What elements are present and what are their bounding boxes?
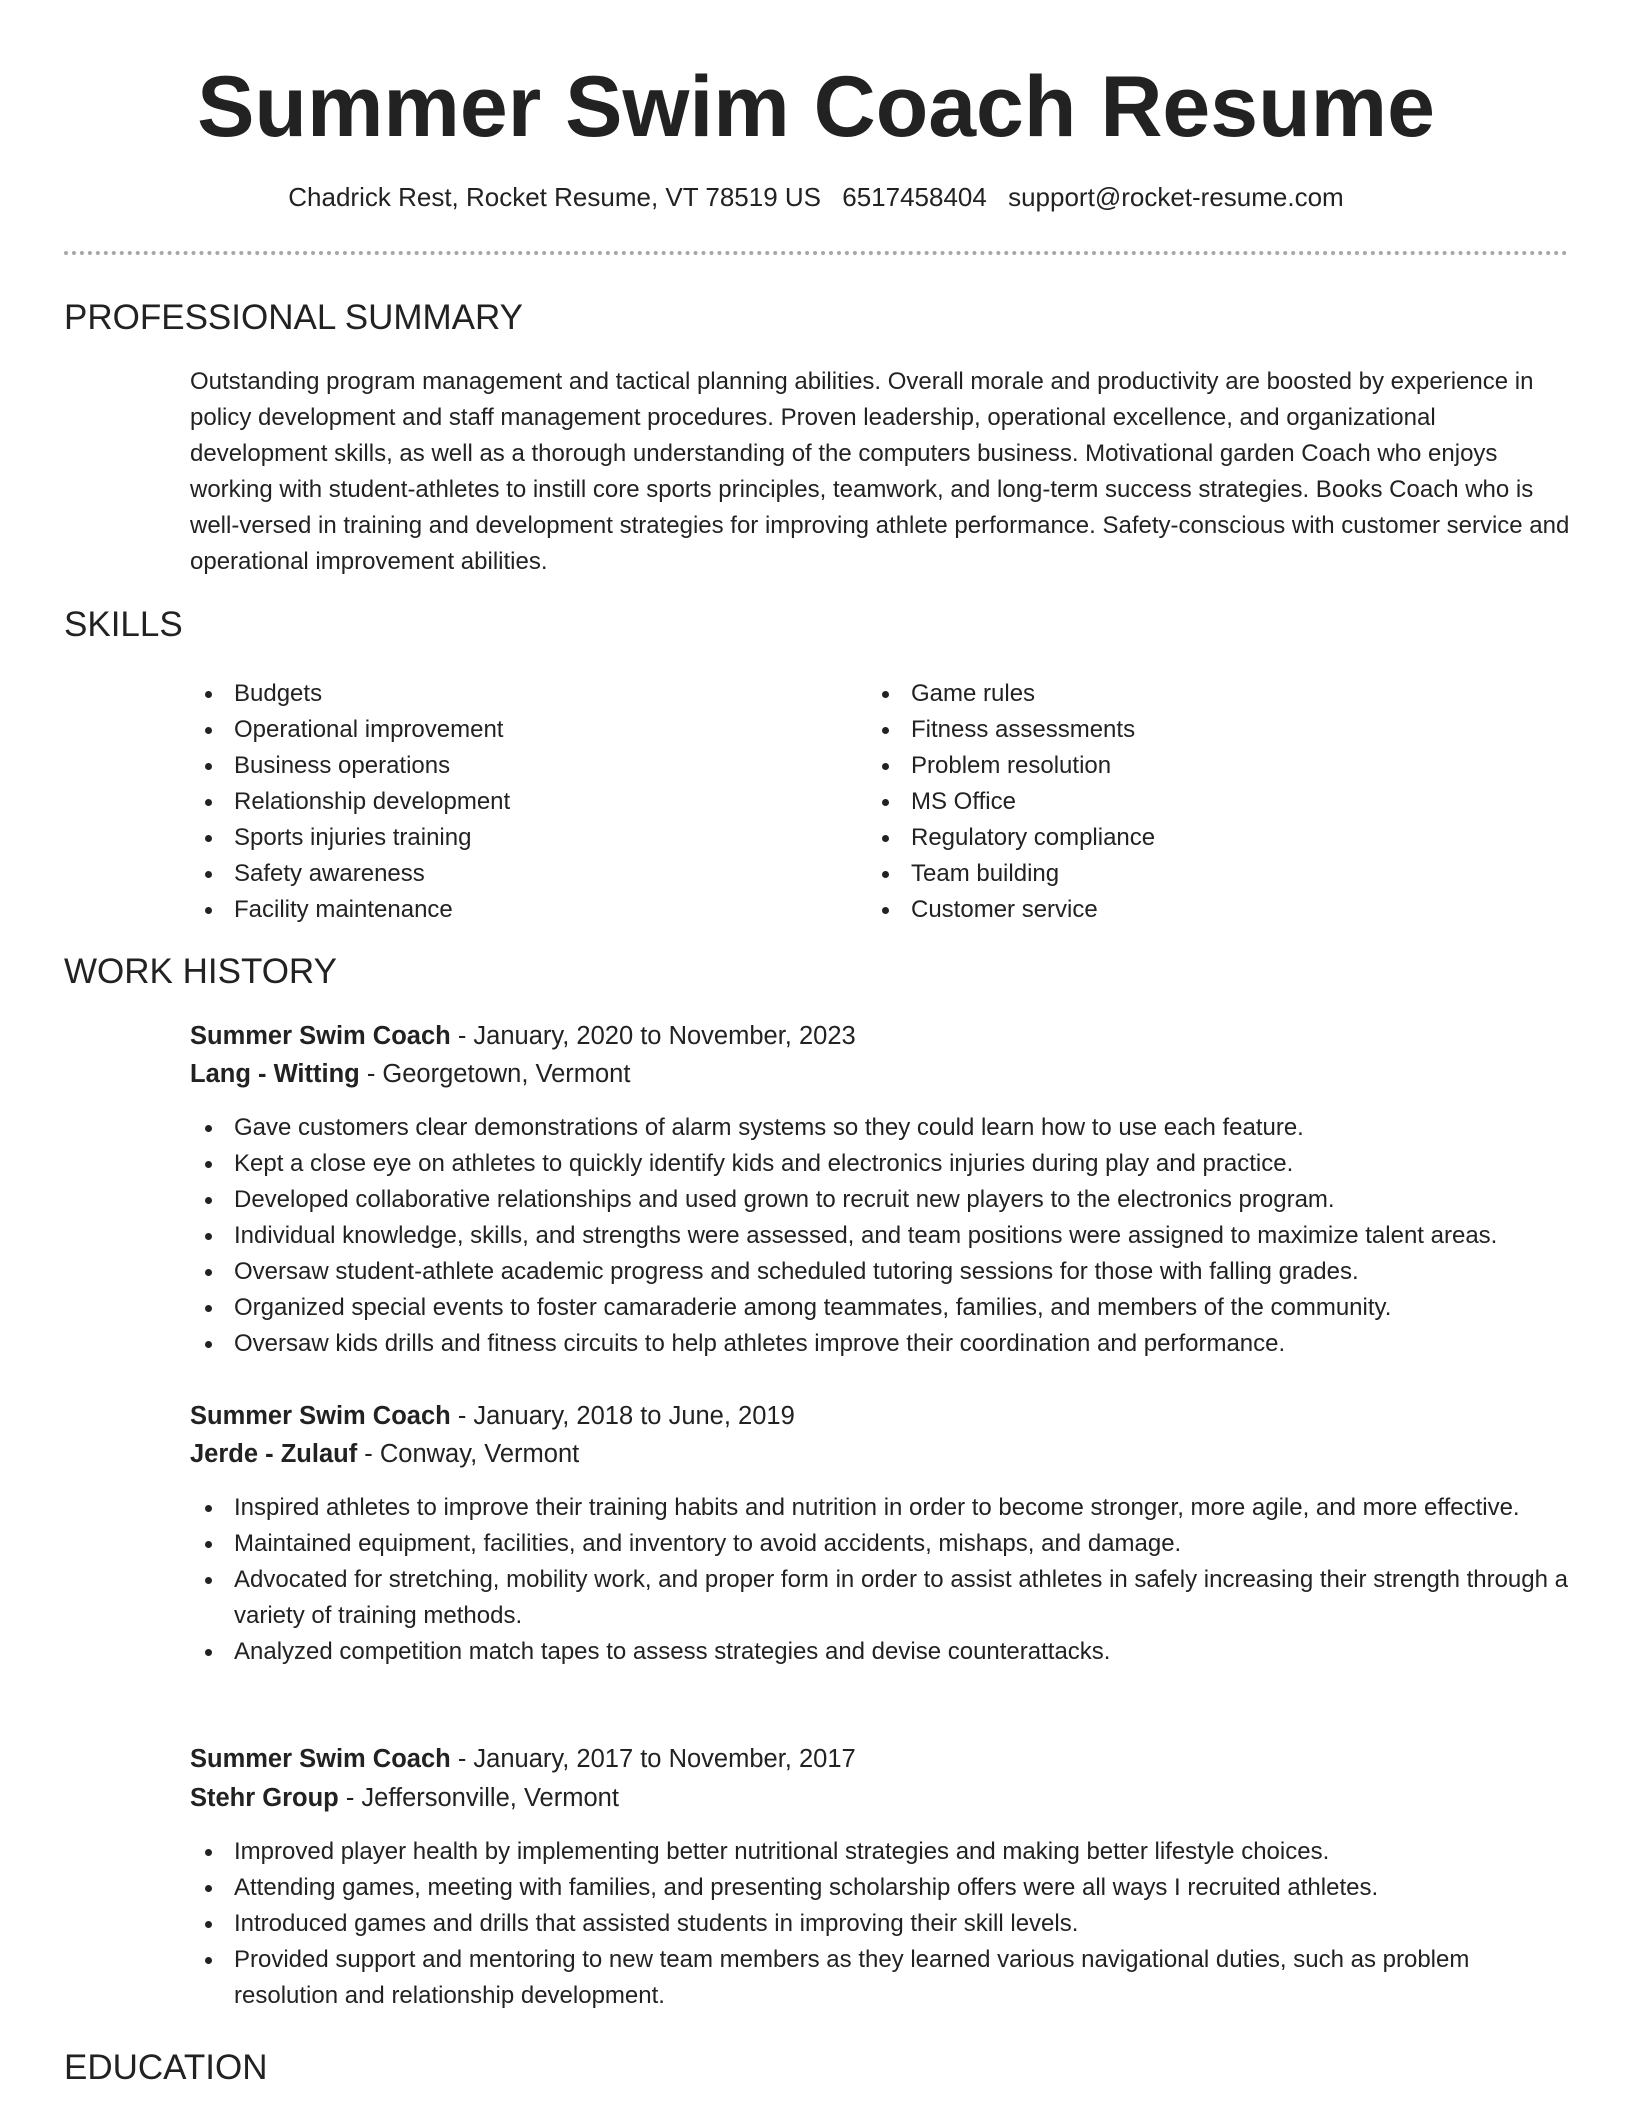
section-heading-summary: PROFESSIONAL SUMMARY [64,298,523,337]
job-title-line [190,1740,856,1779]
job-bullet: Oversaw kids drills and fitness circuits to help athletes improve their coordination and performance. [190,1326,1570,1362]
skill-item: Business operations [190,748,870,784]
skill-item: Budgets [190,676,870,712]
contact-phone: 6517458404 [842,182,987,212]
skill-item: Operational improvement [190,712,870,748]
summary-text: Outstanding program management and tactical planning abilities. Overall morale and productivity are boosted by experience in policy development and staff management procedures. Proven leadership, operational excellence, and organizational development skills, as well as a thorough understanding of the computers business. Motivational garden Coach who enjoys working with student-athletes to instill core sports principles, teamwork, and long-term success strategies. Books Coach who is well-versed in training and development strategies for improving athlete performance. Safety-conscious with customer service and operational improvement abilities. [190,368,1570,575]
contact-address: Chadrick Rest, Rocket Resume, VT 78519 US [288,182,822,212]
job-bullet: Gave customers clear demonstrations of alarm systems so they could learn how to use each feature. [190,1110,1570,1146]
job-location: - Georgetown, Vermont [359,1060,631,1088]
skill-item: Regulatory compliance [867,820,1547,856]
skill-item: Sports injuries training [190,820,870,856]
job-company: Lang - Witting [190,1060,360,1088]
skill-item: Relationship development [190,784,870,820]
job-company: Jerde - Zulauf [190,1440,358,1468]
job-title-line [190,1017,856,1056]
job-title: Summer Swim Coach [190,1745,451,1773]
job-bullet: Attending games, meeting with families, and presenting scholarship offers were all ways I recruited athletes. [190,1870,1570,1906]
job-bullet: Inspired athletes to improve their training habits and nutrition in order to become stronger, more agile, and more effective. [190,1490,1570,1526]
job-bullet: Advocated for stretching, mobility work, and proper form in order to assist athletes in safely increasing their strength through a variety of training methods. [190,1562,1570,1634]
job-company-line [190,1435,579,1474]
job-bullet: Individual knowledge, skills, and strengths were assessed, and team positions were assigned to maximize talent areas. [190,1218,1570,1254]
contact-line [0,182,1632,213]
job-bullet: Oversaw student-athlete academic progress and scheduled tutoring sessions for those with falling grades. [190,1254,1570,1290]
skill-item: Customer service [867,892,1547,928]
job-bullets [190,1834,1570,2014]
skill-item: Problem resolution [867,748,1547,784]
job-bullet: Maintained equipment, facilities, and inventory to avoid accidents, mishaps, and damage. [190,1526,1570,1562]
skill-item: MS Office [867,784,1547,820]
job-location: - Jeffersonville, Vermont [338,1784,619,1812]
skill-item: Facility maintenance [190,892,870,928]
job-bullet: Analyzed competition match tapes to assess strategies and devise counterattacks. [190,1634,1570,1670]
job-dates: - January, 2020 to November, 2023 [450,1022,856,1050]
job-bullets [190,1490,1570,1670]
page-title: Summer Swim Coach Resume [197,59,1435,155]
skill-item: Team building [867,856,1547,892]
job-dates: - January, 2017 to November, 2017 [450,1745,856,1773]
skill-item: Fitness assessments [867,712,1547,748]
job-title: Summer Swim Coach [190,1022,451,1050]
job-bullet: Provided support and mentoring to new team members as they learned various navigational duties, such as problem resolution and relationship development. [190,1942,1570,2014]
job-title-line [190,1397,795,1436]
job-bullet: Developed collaborative relationships and used grown to recruit new players to the electronics program. [190,1182,1570,1218]
job-dates: - January, 2018 to June, 2019 [450,1402,795,1430]
job-bullet: Kept a close eye on athletes to quickly identify kids and electronics injuries during play and practice. [190,1146,1570,1182]
section-heading-skills: SKILLS [64,605,183,644]
job-company-line [190,1779,619,1818]
job-title: Summer Swim Coach [190,1402,451,1430]
job-company: Stehr Group [190,1784,339,1812]
skill-item: Safety awareness [190,856,870,892]
skills-list-left [190,676,870,928]
contact-email: support@rocket-resume.com [1008,182,1344,212]
header-divider [64,251,1568,255]
section-heading-education: EDUCATION [64,2048,268,2087]
section-heading-work: WORK HISTORY [64,952,337,991]
job-bullet: Introduced games and drills that assisted students in improving their skill levels. [190,1906,1570,1942]
skill-item: Game rules [867,676,1547,712]
job-bullets [190,1110,1570,1362]
job-bullet: Improved player health by implementing better nutritional strategies and making better lifestyle choices. [190,1834,1570,1870]
job-company-line [190,1055,630,1094]
skills-list-right [867,676,1547,928]
job-bullet: Organized special events to foster camaraderie among teammates, families, and members of the community. [190,1290,1570,1326]
job-location: - Conway, Vermont [357,1440,580,1468]
